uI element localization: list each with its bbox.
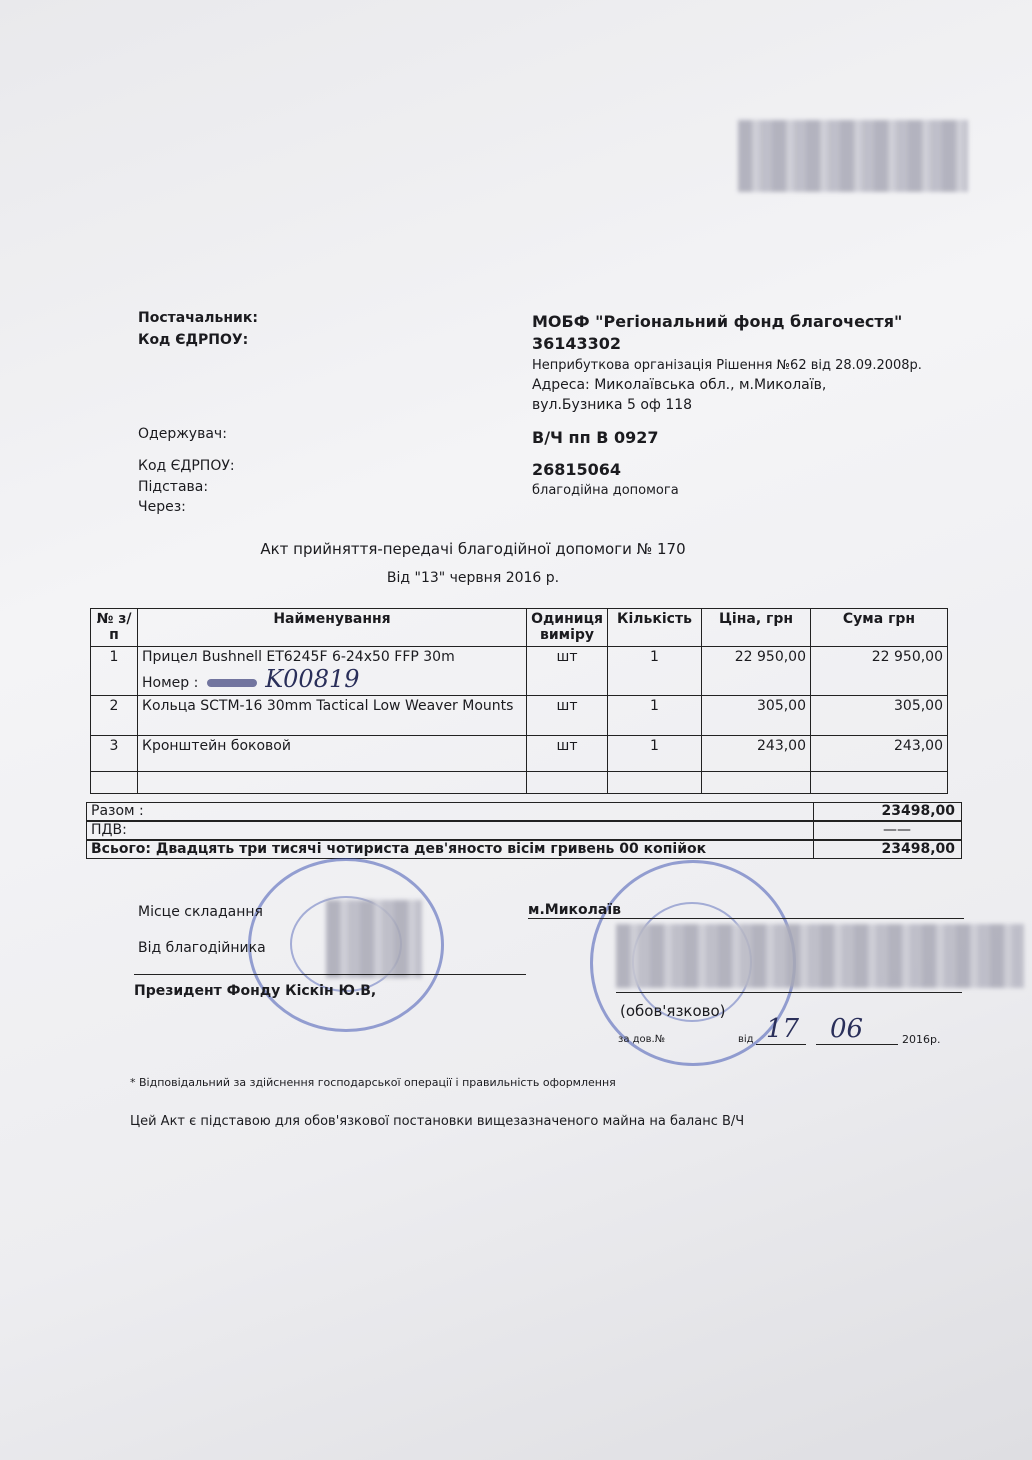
redacted-recipient [616, 924, 1024, 988]
serial-label: Номер : [142, 675, 199, 691]
date-day-line [756, 1044, 806, 1045]
col-price-header: Ціна, грн [702, 609, 811, 647]
supplier-address-2: вул.Бузника 5 оф 118 [532, 397, 693, 413]
subtotal-row [86, 802, 962, 821]
recipient-code-label: Код ЄДРПОУ: [138, 458, 235, 474]
col-qty-header: Кількість [608, 609, 702, 647]
recipient-name: В/Ч пп В 0927 [532, 428, 659, 447]
row-name-text: Прицел Bushnell ET6245F 6-24х50 FFP 30m [142, 649, 455, 665]
empty-row [91, 772, 948, 794]
row-no: 1 [91, 647, 138, 696]
date-month: 06 [830, 1014, 864, 1044]
vat-value: —— [883, 822, 911, 838]
supplier-label: Постачальник: [138, 310, 258, 326]
redacted-signature-left [326, 900, 422, 978]
date-day: 17 [766, 1014, 800, 1044]
basis-label: Підстава: [138, 479, 209, 495]
row-unit: шт [527, 696, 608, 736]
row-name: Кольца SCTM-16 30mm Tactical Low Weaver Mounts [138, 696, 527, 736]
recipient-label: Одержувач: [138, 426, 227, 442]
date-month-line [816, 1044, 898, 1045]
row-no: 3 [91, 736, 138, 772]
recipient-code: 26815064 [532, 460, 622, 479]
row-unit: шт [527, 736, 608, 772]
col-unit-header: Одиниця виміру [527, 609, 608, 647]
total-value: 23498,00 [881, 841, 955, 857]
place-value: м.Миколаїв [528, 902, 621, 918]
row-name: Кронштейн боковой [138, 736, 527, 772]
president-name: Президент Фонду Кіскін Ю.В, [134, 983, 377, 999]
row-no: 2 [91, 696, 138, 736]
row-price: 243,00 [702, 736, 811, 772]
donor-line [134, 974, 526, 975]
row-name [138, 647, 527, 696]
serial-handwritten: K00819 [265, 665, 360, 693]
supplier-note: Неприбуткова організація Рішення №62 від 28.09.2008р. [532, 358, 922, 373]
table-row [91, 647, 948, 696]
supplier-name: МОБФ "Регіональний фонд благочестя" [532, 312, 903, 331]
supplier-code: 36143302 [532, 334, 622, 353]
subtotal-label: Разом : [91, 803, 144, 819]
table-row [91, 696, 948, 736]
row-sum: 22 950,00 [811, 647, 948, 696]
closing-statement: Цей Акт є підставою для обов'язкової постановки вищезазначеного майна на баланс В/Ч [130, 1114, 745, 1129]
act-title: Акт прийняття-передачі благодійної допомоги № 170 [260, 540, 686, 558]
via-label: Через: [138, 499, 186, 515]
row-unit: шт [527, 647, 608, 696]
date-from-label: від [738, 1034, 754, 1045]
redacted-header [738, 120, 968, 192]
act-date: Від "13" червня 2016 р. [386, 570, 560, 586]
table-row [91, 736, 948, 772]
row-price: 305,00 [702, 696, 811, 736]
subtotal-value: 23498,00 [881, 803, 955, 819]
row-sum: 243,00 [811, 736, 948, 772]
footnote: * Відповідальний за здійснення господарської операції і правильність оформлення [130, 1076, 616, 1089]
mandatory-note: (обов'язково) [620, 1002, 726, 1020]
supplier-code-label: Код ЄДРПОУ: [138, 332, 249, 348]
col-sum-header: Сума грн [811, 609, 948, 647]
items-table [90, 608, 948, 794]
row-price: 22 950,00 [702, 647, 811, 696]
scribble-mark [207, 679, 257, 687]
row-qty: 1 [608, 647, 702, 696]
proxy-prefix: за дов.№ [618, 1034, 666, 1045]
supplier-address-1: Адреса: Миколаївська обл., м.Миколаїв, [532, 377, 827, 393]
row-qty: 1 [608, 736, 702, 772]
serial-line [142, 665, 522, 693]
table-header-row [91, 609, 948, 647]
total-row [86, 840, 962, 859]
date-year: 2016р. [902, 1033, 941, 1046]
basis-value: благодійна допомога [532, 483, 679, 498]
total-label: Всього: Двадцять три тисячі чотириста дев'яносто вісім гривень 00 копійок [91, 841, 707, 857]
vat-label: ПДВ: [91, 822, 127, 838]
row-sum: 305,00 [811, 696, 948, 736]
col-no-header: № з/п [91, 609, 138, 647]
place-line [528, 918, 964, 919]
vat-row [86, 821, 962, 840]
place-label: Місце складання [138, 904, 263, 920]
row-qty: 1 [608, 696, 702, 736]
recipient-sign-line [616, 992, 962, 993]
from-donor-label: Від благодійника [138, 940, 266, 956]
col-name-header: Найменування [138, 609, 527, 647]
